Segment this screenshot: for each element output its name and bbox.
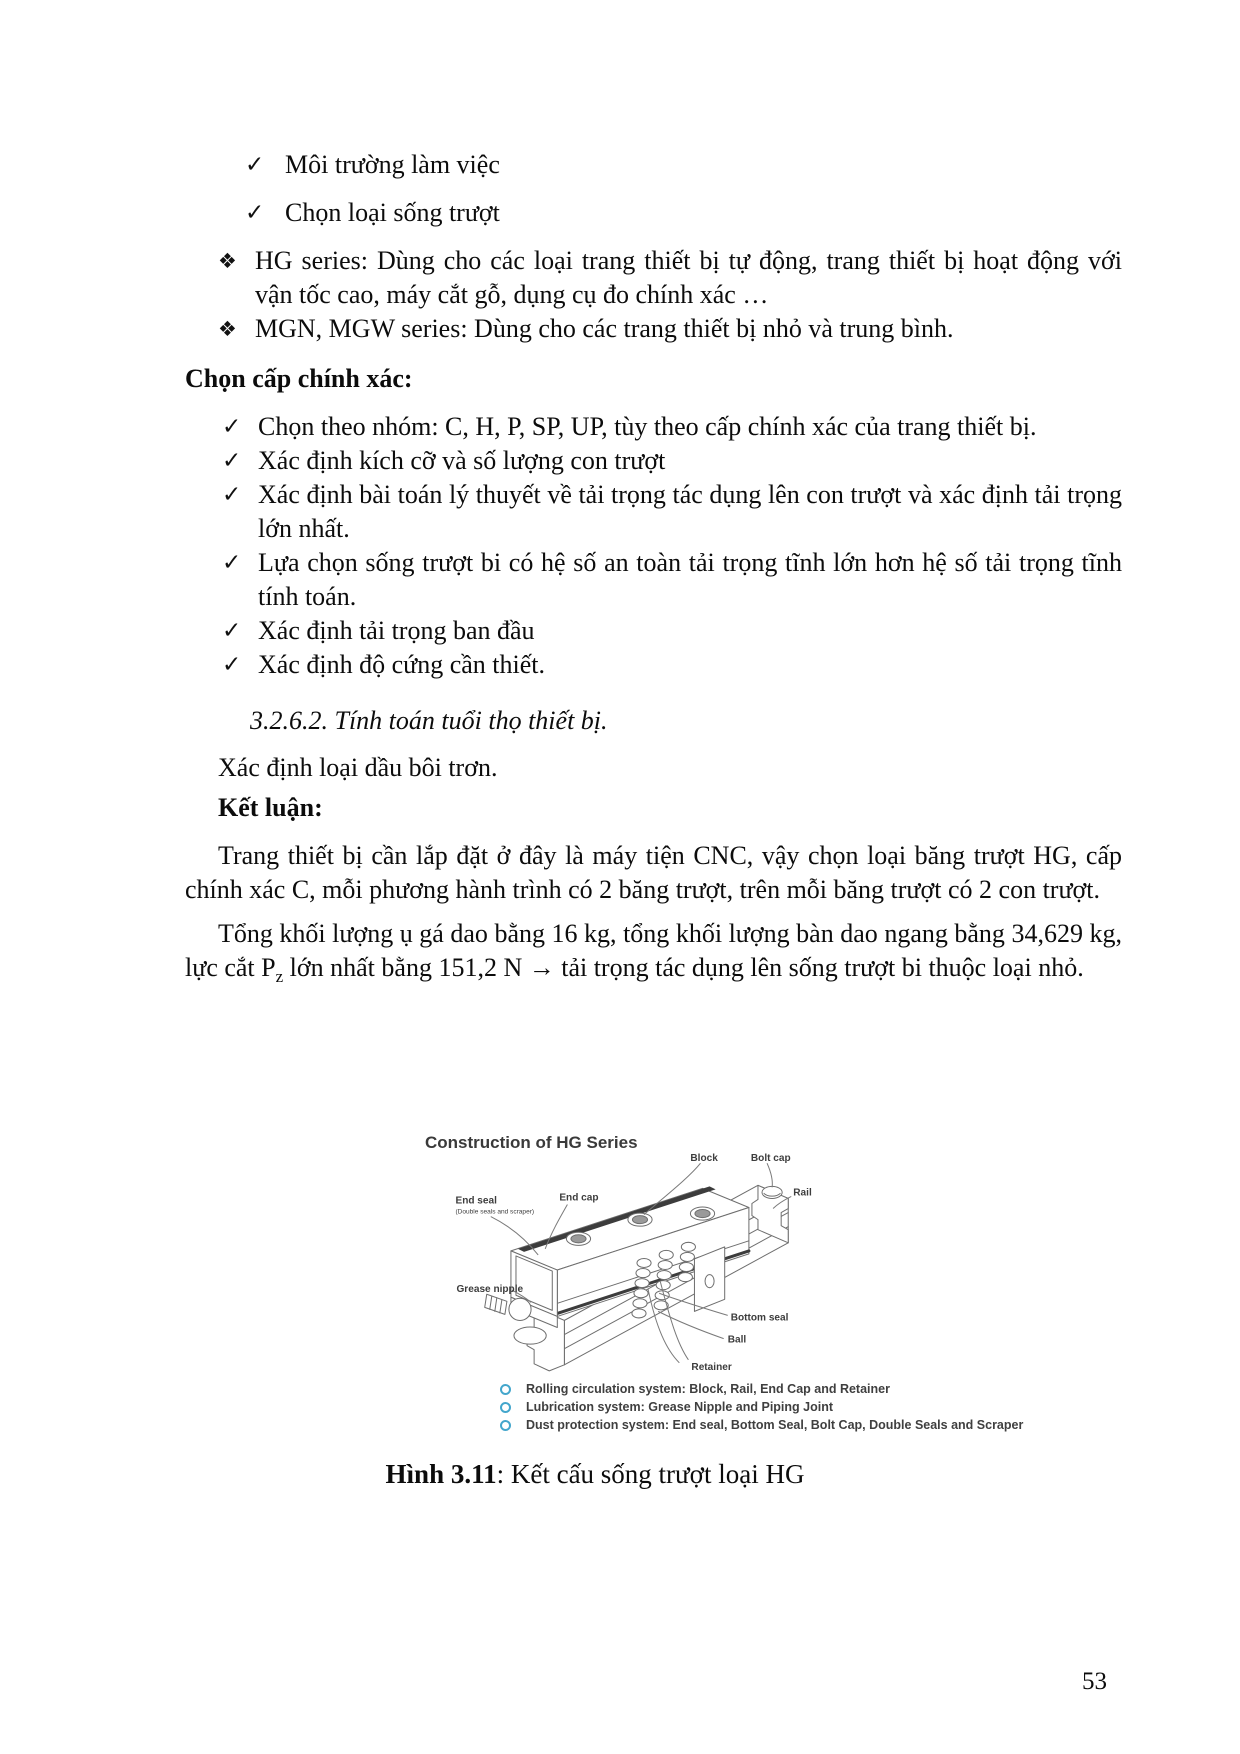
figure-title: Construction of HG Series bbox=[425, 1133, 638, 1153]
check-item bbox=[245, 196, 1122, 230]
system-item bbox=[500, 1382, 1122, 1397]
system-item-text: Dust protection system: End seal, Bottom Seal, Bolt Cap, Double Seals and Scraper bbox=[526, 1418, 1024, 1433]
check-item bbox=[222, 546, 1122, 614]
figure-label-bottom-seal: Bottom seal bbox=[730, 1312, 789, 1324]
check-icon: ✓ bbox=[222, 618, 242, 644]
check-icon: ✓ bbox=[245, 152, 265, 178]
check-item-text: Xác định kích cỡ và số lượng con trượt bbox=[258, 446, 666, 475]
circle-bullet-icon bbox=[500, 1420, 511, 1431]
diamond-item-text: MGN, MGW series: Dùng cho các trang thiết bị nhỏ và trung bình. bbox=[255, 314, 954, 343]
subsection-title: 3.2.6.2. Tính toán tuổi thọ thiết bị. bbox=[250, 706, 608, 735]
check-item bbox=[222, 410, 1122, 444]
check-item bbox=[222, 478, 1122, 546]
leader-bolt-cap bbox=[767, 1163, 772, 1187]
figure-label-grease-nipple: Grease nipple bbox=[456, 1284, 524, 1296]
figure-label-block: Block bbox=[690, 1153, 718, 1165]
diamond-icon: ❖ bbox=[218, 317, 237, 341]
check-item bbox=[222, 648, 1122, 682]
section-heading: Chọn cấp chính xác: bbox=[185, 364, 413, 393]
diamond-item bbox=[218, 312, 1122, 346]
diamond-icon: ❖ bbox=[218, 249, 237, 273]
check-item-text: Lựa chọn sống trượt bi có hệ số an toàn tải trọng tĩnh lớn hơn hệ số tải trọng tĩnh tính toán. bbox=[258, 548, 1122, 611]
system-item bbox=[500, 1418, 1122, 1433]
conclusion-heading: Kết luận: bbox=[218, 793, 323, 822]
grease-nipple-ball bbox=[509, 1298, 531, 1320]
check-item-text: Xác định độ cứng cần thiết. bbox=[258, 650, 546, 679]
subscript-z: z bbox=[275, 967, 284, 987]
check-item-text: Xác định bài toán lý thuyết về tải trọng tác dụng lên con trượt và xác định tải trọng lớn nhất. bbox=[258, 480, 1122, 543]
figure bbox=[185, 1126, 1122, 1491]
system-item bbox=[500, 1400, 1122, 1415]
conclusion-paragraph-1: Trang thiết bị cần lắp đặt ở đây là máy tiện CNC, vậy chọn loại băng trượt HG, cấp chính xác C, mỗi phương hành trình có 2 băng trượt, trên mỗi băng trượt có 2 con trượt. bbox=[185, 841, 1122, 904]
paragraph-text: Tổng khối lượng ụ gá dao bằng 16 kg, tổng khối lượng bàn dao ngang bằng 34,629 kg, lực cắt P bbox=[185, 919, 1122, 982]
series-list bbox=[218, 244, 1122, 346]
figure-label-end-cap: End cap bbox=[559, 1192, 599, 1204]
circle-bullet-icon bbox=[500, 1402, 511, 1413]
check-icon: ✓ bbox=[222, 652, 242, 678]
page-content bbox=[185, 0, 1122, 1491]
check-item-text: Xác định tải trọng ban đầu bbox=[258, 616, 535, 645]
leader-ball bbox=[658, 1312, 724, 1339]
check-item-text: Môi trường làm việc bbox=[285, 150, 500, 179]
systems-list bbox=[500, 1382, 1122, 1433]
check-icon: ✓ bbox=[222, 482, 242, 508]
circle-bullet-icon bbox=[500, 1384, 511, 1395]
figure-caption-number: Hình 3.11 bbox=[385, 1459, 497, 1490]
intro-checklist bbox=[245, 148, 1122, 230]
figure-caption bbox=[185, 1457, 1005, 1491]
figure-label-ball: Ball bbox=[727, 1334, 747, 1346]
grease-nipple-bump bbox=[514, 1327, 546, 1344]
figure-label-retainer: Retainer bbox=[691, 1362, 732, 1374]
figure-label-end-seal-sub: (Double seals and scraper) bbox=[455, 1208, 535, 1216]
check-item bbox=[222, 444, 1122, 478]
diamond-item-text: HG series: Dùng cho các loại trang thiết bị tự động, trang thiết bị hoạt động với vận tốc cao, máy cắt gỗ, dụng cụ đo chính xác … bbox=[255, 246, 1122, 309]
check-icon: ✓ bbox=[222, 414, 242, 440]
system-item-text: Lubrication system: Grease Nipple and Piping Joint bbox=[526, 1400, 834, 1415]
check-item-text: Chọn theo nhóm: C, H, P, SP, UP, tùy theo cấp chính xác của trang thiết bị. bbox=[258, 412, 1037, 441]
check-icon: ✓ bbox=[222, 448, 242, 474]
check-icon: ✓ bbox=[245, 200, 265, 226]
figure-label-bolt-cap: Bolt cap bbox=[750, 1153, 791, 1165]
figure-label-rail: Rail bbox=[793, 1187, 812, 1199]
check-item bbox=[222, 614, 1122, 648]
hg-series-diagram bbox=[398, 1150, 882, 1380]
page-number: 53 bbox=[1082, 1668, 1107, 1695]
check-item-text: Chọn loại sống trượt bbox=[285, 198, 500, 227]
check-icon: ✓ bbox=[222, 550, 242, 576]
diamond-item bbox=[218, 244, 1122, 312]
accuracy-checklist bbox=[222, 410, 1122, 682]
conclusion-paragraph-2 bbox=[185, 917, 1122, 994]
system-item-text: Rolling circulation system: Block, Rail, End Cap and Retainer bbox=[526, 1382, 890, 1397]
figure-caption-text: : Kết cấu sống trượt loại HG bbox=[496, 1459, 805, 1490]
lubrication-line: Xác định loại dầu bôi trơn. bbox=[218, 753, 498, 782]
figure-label-end-seal: End seal bbox=[455, 1195, 497, 1207]
check-item bbox=[245, 148, 1122, 182]
paragraph-text: lớn nhất bằng 151,2 N → tải trọng tác dụng lên sống trượt bi thuộc loại nhỏ. bbox=[283, 953, 1084, 982]
